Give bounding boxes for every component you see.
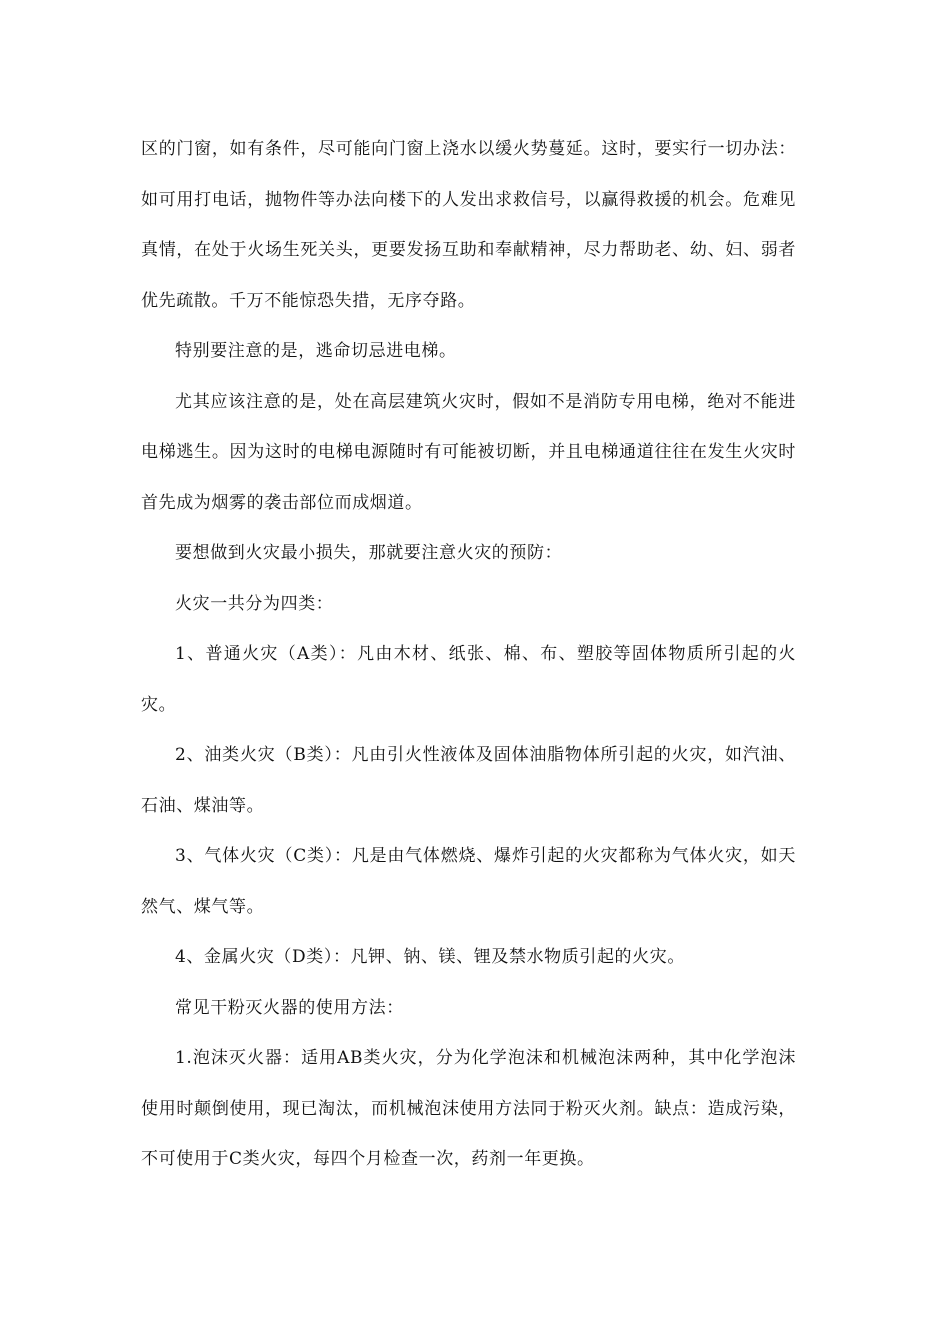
paragraph-extinguisher-heading: 常见干粉灭火器的使用方法： xyxy=(175,997,404,1018)
paragraph-continuation: 区的门窗，如有条件，尽可能向门窗上浇水以缓火势蔓延。这时，要实行一切办法：如可用打电话，抛物件等办法向楼下的人发出求救信号，以赢得救援的机会。危难见真情，在处于火场生死关头，更要发扬互助和奉献精神，尽力帮助老、幼、妇、弱者优先疏散。千万不能惊恐失措，无序夺路。 xyxy=(141,139,796,311)
paragraph-fire-classes-heading: 火灾一共分为四类： xyxy=(175,593,334,614)
list-item-class-b: 2、油类火灾（B类）：凡由引火性液体及固体油脂物体所引起的火灾，如汽油、石油、煤油等。 xyxy=(141,745,796,816)
paragraph-prevention-intro: 要想做到火灾最小损失，那就要注意火灾的预防： xyxy=(175,543,563,563)
list-item-class-c: 3、气体火灾（C类）：凡是由气体燃烧、爆炸引起的火灾都称为气体火灾，如天然气、煤气等。 xyxy=(141,846,796,917)
list-item-class-a: 1、普通火灾（A类）：凡由木材、纸张、棉、布、塑胶等固体物质所引起的火灾。 xyxy=(141,644,796,715)
list-item-class-d: 4、金属火灾（D类）：凡钾、钠、镁、锂及禁水物质引起的火灾。 xyxy=(175,947,685,967)
paragraph-elevator-warning: 特别要注意的是，逃命切忌进电梯。 xyxy=(175,341,457,361)
document-body xyxy=(141,124,796,1185)
list-item-foam-extinguisher: 1.泡沫灭火器：适用AB类火灾，分为化学泡沫和机械泡沫两种，其中化学泡沫使用时颠倒使用，现已淘汰，而机械泡沫使用方法同于粉灭火剂。缺点：造成污染，不可使用于C类火灾，每四个月检查一次，药剂一年更换。 xyxy=(141,1048,796,1169)
paragraph-high-rise-elevator: 尤其应该注意的是，处在高层建筑火灾时，假如不是消防专用电梯，绝对不能进电梯逃生。因为这时的电梯电源随时有可能被切断，并且电梯通道往往在发生火灾时首先成为烟雾的袭击部位而成烟道。 xyxy=(141,391,796,513)
